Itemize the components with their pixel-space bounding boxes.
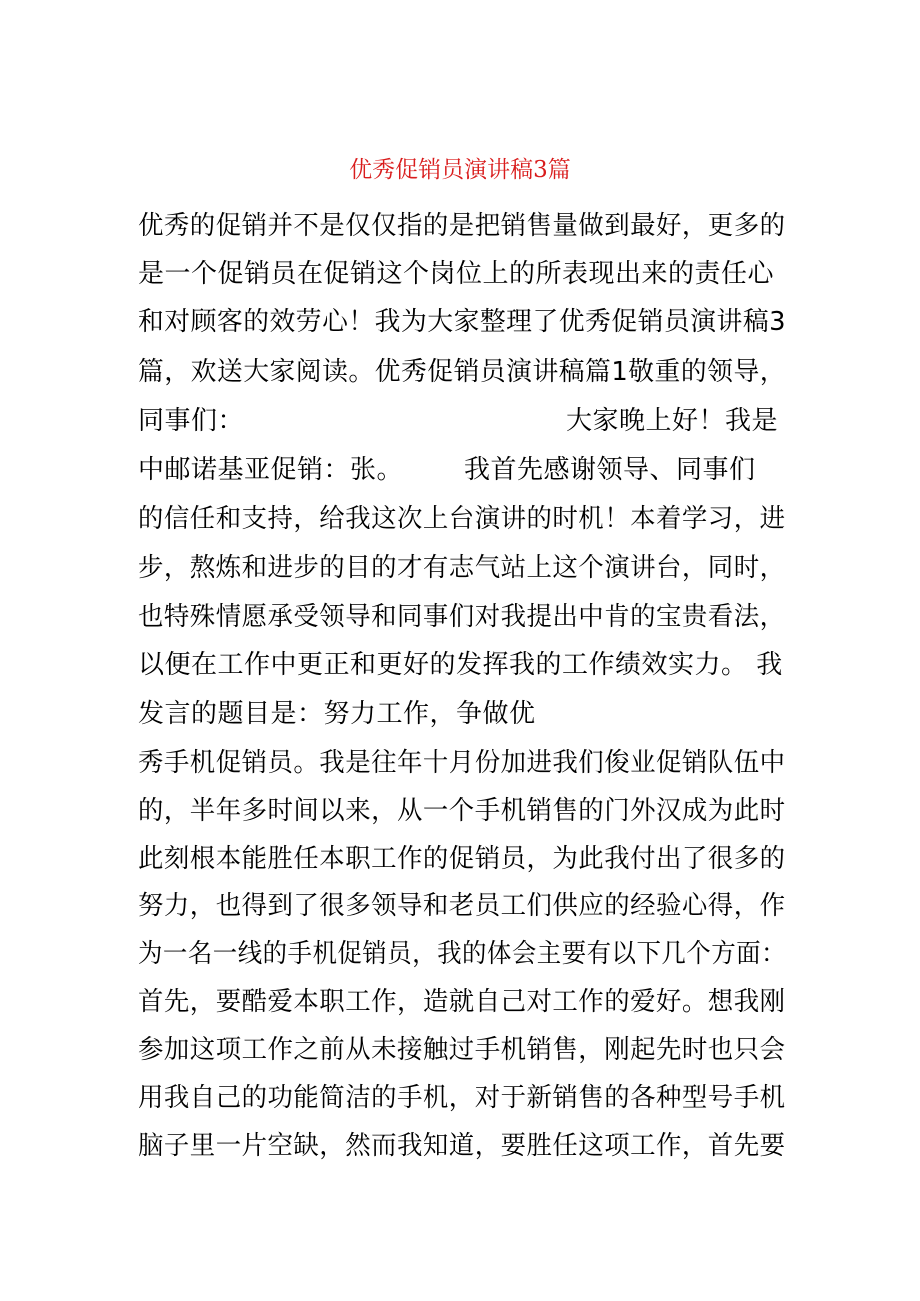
body-line: 的信任和支持，给我这次上台演讲的时机！本着学习，进 — [138, 504, 786, 534]
body-line-segment: 同事们： — [138, 406, 245, 436]
body-line-segment: 大家晚上好！我是 — [566, 406, 779, 436]
body-line: 首先，要酷爱本职工作，造就自己对工作的爱好。想我刚 — [138, 987, 786, 1017]
body-line: 努力，也得到了很多领导和老员工们供应的经验心得，作 — [138, 891, 786, 921]
body-line: 的，半年多时间以来，从一个手机销售的门外汉成为此时 — [138, 796, 786, 826]
body-line: 以便在工作中更正和更好的发挥我的工作绩效实力。 我 — [138, 650, 783, 680]
body-line: 是一个促销员在促销这个岗位上的所表现出来的责任心 — [138, 259, 775, 289]
body-line: 秀手机促销员。我是往年十月份加进我们俊业促销队伍中 — [138, 748, 786, 778]
body-line — [138, 450, 778, 490]
body-line: 为一名一线的手机促销员，我的体会主要有以下几个方面： — [138, 939, 787, 969]
body-line-segment: 中邮诺基亚促销：张。 — [138, 455, 404, 485]
body-line: 用我自己的功能简洁的手机，对于新销售的各种型号手机 — [138, 1083, 786, 1113]
body-line: 篇，欢送大家阅读。优秀促销员演讲稿篇1敬重的领导， — [138, 357, 787, 387]
body-line: 参加这项工作之前从未接触过手机销售，刚起先时也只会 — [138, 1035, 786, 1065]
document-title: 优秀促销员演讲稿3篇 — [349, 157, 571, 183]
body-line: 发言的题目是：努力工作，争做优 — [138, 699, 536, 729]
body-line: 也特殊情愿承受领导和同事们对我提出中肯的宝贵看法， — [138, 602, 786, 632]
body-line: 和对顾客的效劳心！我为大家整理了优秀促销员演讲稿3 — [138, 307, 787, 337]
body-line: 脑子里一片空缺，然而我知道，要胜任这项工作，首先要 — [138, 1131, 786, 1161]
body-line — [138, 401, 778, 441]
body-line-segment: 我首先感谢领导、同事们 — [464, 455, 756, 485]
body-line: 步，熬炼和进步的目的才有志气站上这个演讲台，同时， — [138, 553, 786, 583]
body-line: 此刻根本能胜任本职工作的促销员，为此我付出了很多的 — [138, 844, 786, 874]
body-line: 优秀的促销并不是仅仅指的是把销售量做到最好，更多的 — [138, 211, 786, 241]
